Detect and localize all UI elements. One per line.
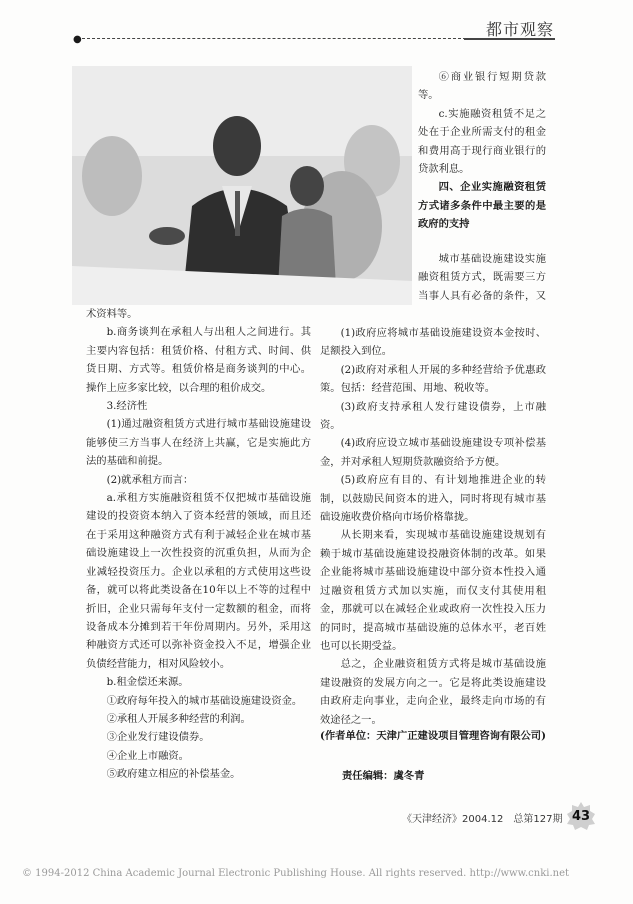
right-column	[320, 324, 546, 729]
header-bullet: ●	[73, 34, 82, 45]
photo-illustration	[72, 66, 412, 305]
rent-source-item: ③企业发行建设债券。	[106, 731, 210, 744]
responsible-editor: 责任编辑：虞冬青	[342, 770, 425, 782]
summary-paragraph: 总之，企业融资租赁方式将是城市基础设施建设融资的发展方向之一。它是将此类设施建设由政府走向事业，走向企业，最终走向市场的有效途径之一。	[320, 658, 546, 726]
paragraph-a-lessee: a.承租方实施融资租赁不仅把城市基础设施建设的投资资本纳入了资本经营的领域，而且还在于采用这种融资方式有利于减轻企业在城市基础设施建设上一次性投资的沉重负担，从而为企业减轻投资压力。企业以承租的方式使用这些设备，就可以将此类设备在10年以上不等的过程中折旧，企业只需每年支付一定数额的租金，而将设备成本分摊到若干年份周期内。另外，采用这种融资方式还可以弥补资金投入不足，增强企业负债经营能力，相对风险较小。	[86, 492, 311, 670]
economy-paragraph-2-head: (2)就承租方而言：	[106, 473, 194, 486]
support-item: (4)政府应设立城市基础设施建设专项补偿基金，并对承租人短期贷款融资给予方便。	[320, 437, 546, 468]
journal-issue: 《天津经济》2004.12 总第127期	[402, 814, 563, 825]
left-column	[86, 305, 311, 784]
paragraph-c: c.实施融资租赁不足之处在于企业所需支付的租金和费用高于现行商业银行的贷款利息。	[418, 107, 546, 176]
business-meeting-photo	[72, 66, 412, 305]
copyright-notice: © 1994-2012 China Academic Journal Electronic Publishing House. All rights reserved. http://www.cnki.net	[22, 868, 570, 879]
economy-paragraph-1: (1)通过融资租赁方式进行城市基础设施建设能够使三方当事人在经济上共赢，它是实施此方法的基础和前提。	[86, 418, 311, 468]
continued-line: 术资料等。	[86, 308, 138, 320]
long-term-paragraph: 从长期来看，实现城市基础设施建设规划有赖于城市基础设施建设投融资体制的改革。如果企业能将城市基础设施建设中部分资本性投入通过融资租赁方式加以实施，而仅支付其使用租金，那就可以在减轻企业或政府一次性投入压力的同时，提高城市基础设施的总体水平，老百姓也可以长期受益。	[320, 529, 546, 652]
rent-source-heading: b.租金偿还来源。	[106, 676, 189, 689]
item-six: ⑥商业银行短期贷款等。	[418, 71, 546, 102]
support-item: (5)政府应有目的、有计划地推进企业的转制，以鼓励民间资本的进入，同时将现有城市基础设施收费价格向市场价格靠拢。	[320, 474, 546, 524]
paragraph-b-negotiation: b.商务谈判在承租人与出租人之间进行。其主要内容包括：租赁价格、付租方式、时间、供货日期、方式等。租赁价格是商务谈判的中心。操作上应多家比较，以合理的租价成交。	[86, 326, 311, 394]
section-four-intro-wrap	[418, 250, 546, 305]
section-four-heading: 四、企业实施融资租赁方式诸多条件中最主要的是政府的支持	[418, 181, 546, 231]
rent-source-item: ④企业上市融资。	[106, 749, 189, 762]
economy-heading: 3.经济性	[106, 400, 148, 413]
right-top-column	[418, 68, 546, 234]
column-title: 都市观察	[485, 20, 554, 39]
page-number: 43	[571, 808, 591, 824]
header-rule	[82, 38, 466, 39]
support-item: (1)政府应将城市基础设施建设资本金按时、足额投入到位。	[320, 327, 546, 358]
rent-source-item: ①政府每年投入的城市基础设施建设资金。	[106, 694, 303, 707]
author-unit: (作者单位：天津广正建设项目管理咨询有限公司)	[320, 730, 546, 742]
section-four-intro: 城市基础设施建设实施融资租赁方式，既需要三方当事人具有必备的条件，又	[418, 253, 546, 302]
support-item: (2)政府对承租人开展的多种经营给予优惠政策。包括：经营范围、用地、税收等。	[320, 363, 546, 395]
rent-source-item: ⑤政府建立相应的补偿基金。	[106, 768, 241, 781]
support-item: (3)政府支持承租人发行建设债券，上市融资。	[320, 400, 546, 432]
rent-source-item: ②承租人开展多种经营的利润。	[106, 712, 251, 725]
